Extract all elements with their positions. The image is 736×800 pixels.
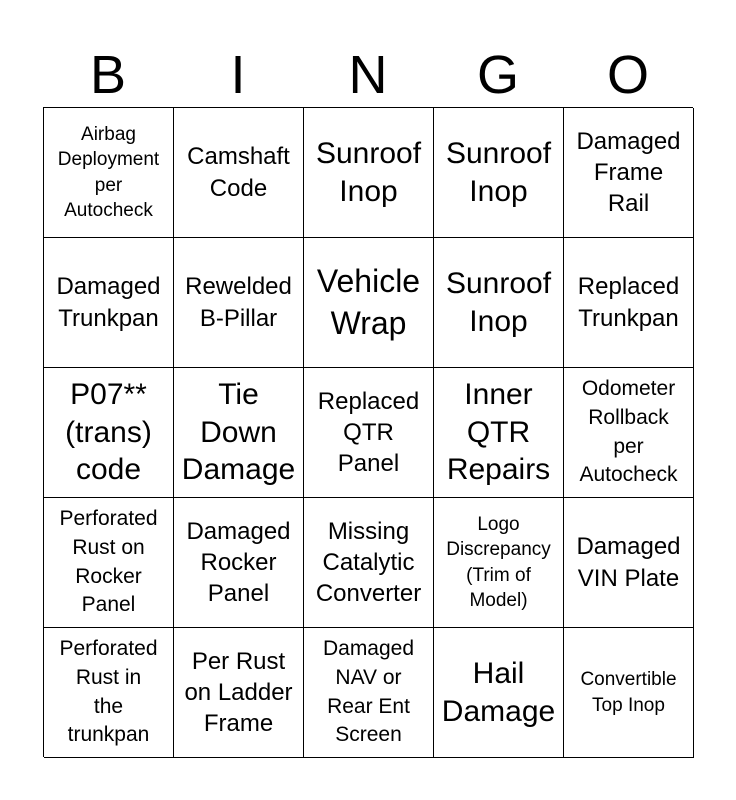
bingo-cell-r4c2[interactable]: Damaged Rocker Panel bbox=[174, 498, 304, 628]
header-letter-i: I bbox=[230, 45, 246, 105]
bingo-cell-r1c3[interactable]: Sunroof Inop bbox=[304, 108, 434, 238]
bingo-cell-r2c2[interactable]: Rewelded B-Pillar bbox=[174, 238, 304, 368]
header-letter-b: B bbox=[89, 45, 127, 105]
bingo-cell-r3c3[interactable]: Replaced QTR Panel bbox=[304, 368, 434, 498]
bingo-board bbox=[43, 107, 693, 757]
bingo-cell-r4c5[interactable]: Damaged VIN Plate bbox=[564, 498, 694, 628]
bingo-cell-r2c1[interactable]: Damaged Trunkpan bbox=[44, 238, 174, 368]
header-letter-g: G bbox=[476, 45, 519, 105]
bingo-cell-r1c5[interactable]: Damaged Frame Rail bbox=[564, 108, 694, 238]
bingo-cell-r2c5[interactable]: Replaced Trunkpan bbox=[564, 238, 694, 368]
bingo-cell-r2c3[interactable]: Vehicle Wrap bbox=[304, 238, 434, 368]
bingo-cell-r1c2[interactable]: Camshaft Code bbox=[174, 108, 304, 238]
bingo-cell-r1c4[interactable]: Sunroof Inop bbox=[434, 108, 564, 238]
header-letter-o: O bbox=[606, 45, 649, 105]
bingo-cell-r4c1[interactable]: Perforated Rust on Rocker Panel bbox=[44, 498, 174, 628]
bingo-cell-r3c5[interactable]: Odometer Rollback per Autocheck bbox=[564, 368, 694, 498]
bingo-cell-r3c4[interactable]: Inner QTR Repairs bbox=[434, 368, 564, 498]
bingo-cell-r5c4[interactable]: Hail Damage bbox=[434, 628, 564, 758]
bingo-cell-r3c1[interactable]: P07** (trans) code bbox=[44, 368, 174, 498]
header-letter-n: N bbox=[348, 45, 388, 105]
bingo-cell-r5c2[interactable]: Per Rust on Ladder Frame bbox=[174, 628, 304, 758]
bingo-cell-r5c3[interactable]: Damaged NAV or Rear Ent Screen bbox=[304, 628, 434, 758]
bingo-cell-r3c2[interactable]: Tie Down Damage bbox=[174, 368, 304, 498]
bingo-cell-r5c1[interactable]: Perforated Rust in the trunkpan bbox=[44, 628, 174, 758]
bingo-cell-r4c3[interactable]: Missing Catalytic Converter bbox=[304, 498, 434, 628]
bingo-header bbox=[43, 44, 693, 106]
bingo-cell-r4c4[interactable]: Logo Discrepancy (Trim of Model) bbox=[434, 498, 564, 628]
bingo-cell-r1c1[interactable]: Airbag Deployment per Autocheck bbox=[44, 108, 174, 238]
bingo-cell-r5c5[interactable]: Convertible Top Inop bbox=[564, 628, 694, 758]
bingo-cell-r2c4[interactable]: Sunroof Inop bbox=[434, 238, 564, 368]
